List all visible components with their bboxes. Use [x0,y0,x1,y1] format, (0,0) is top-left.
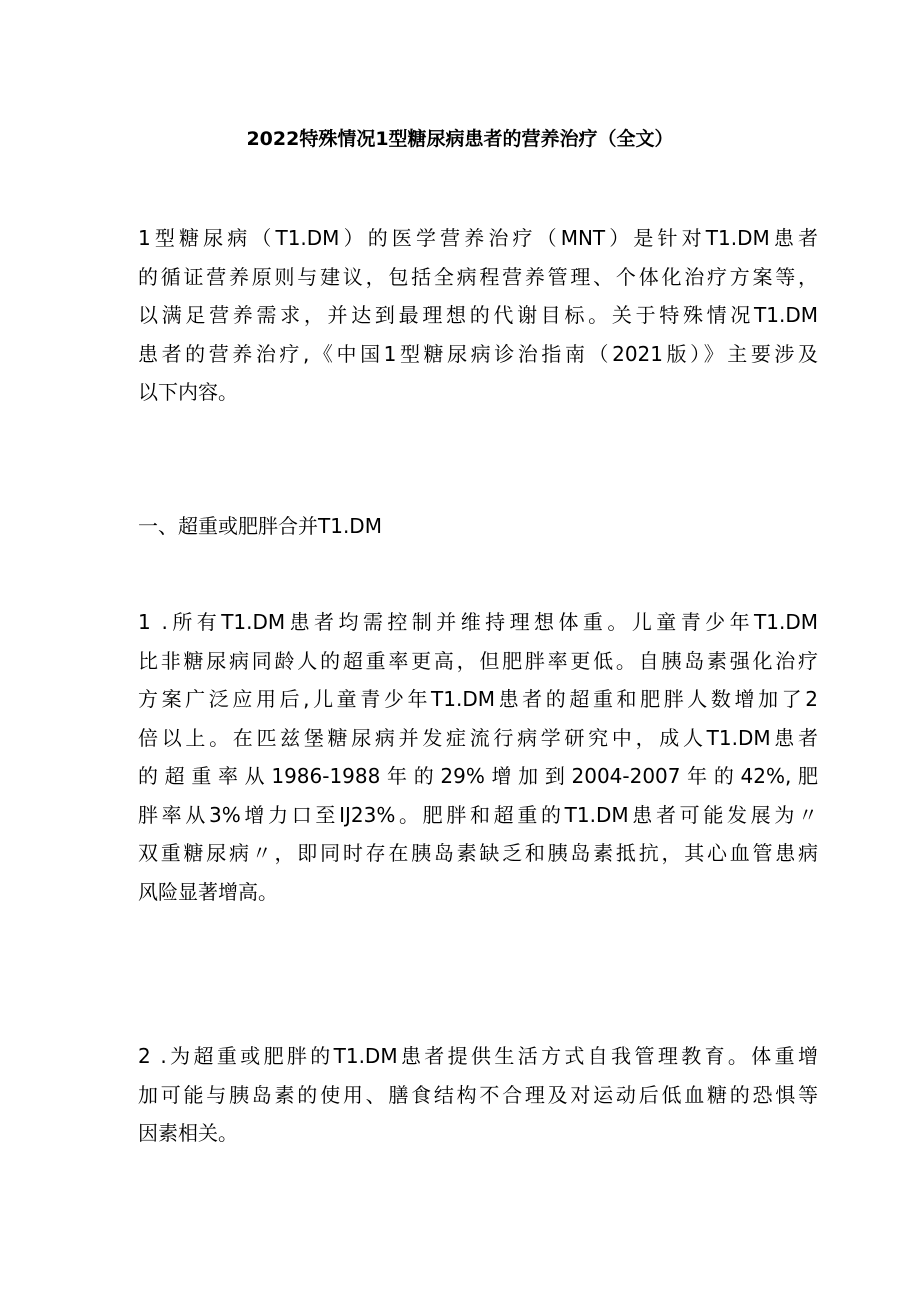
document-title: 2022特殊情况1型糖尿病患者的营养治疗（全文） [246,128,674,150]
item-1-paragraph [138,603,818,911]
paragraph-line: 2 .为超重或肥胖的T1.DM患者提供生活方式自我管理教育。体重增 [138,1044,818,1068]
paragraph-line: 1型糖尿病（T1.DM）的医学营养治疗（MNT）是针对T1.DM患者 [138,226,818,250]
intro-paragraph [138,219,818,412]
paragraph-line: 因素相关。 [138,1121,238,1145]
paragraph-line: 方案广泛应用后,儿童青少年T1.DM患者的超重和肥胖人数增加了2 [138,687,818,711]
paragraph-line: 患者的营养治疗,《中国1型糖尿病诊治指南（2021版）》主要涉及 [138,341,818,366]
paragraph-line: 比非糖尿病同龄人的超重率更高，但肥胖率更低。自胰岛素强化治疗 [138,648,818,673]
paragraph-line: 以满足营养需求，并达到最理想的代谢目标。关于特殊情况T1.DM [138,303,818,327]
item-2-paragraph [138,1037,818,1153]
paragraph-line: 胖率从3%增力口至IJ23%。肥胖和超重的T1.DM患者可能发展为〃 [138,802,818,827]
paragraph-line: 的循证营养原则与建议，包括全病程营养管理、个体化治疗方案等， [138,264,818,289]
paragraph-line: 以下内容。 [138,380,238,404]
paragraph-line: 风险显著增高。 [138,879,278,904]
paragraph-line: 加可能与胰岛素的使用、膳食结构不合理及对运动后低血糖的恐惧等 [138,1082,818,1107]
paragraph-line: 1 .所有T1.DM患者均需控制并维持理想体重。儿童青少年T1.DM [138,610,818,634]
section-heading [138,507,818,546]
section-heading-text: 一、超重或肥胖合并T1.DM [138,514,382,538]
paragraph-line: 的超重率从1986-1988年的29%增加到2004-2007年的42%,肥 [138,764,818,788]
paragraph-line: 倍以上。在匹兹堡糖尿病并发症流行病学研究中，成人T1.DM患者 [138,725,818,750]
paragraph-line: 双重糖尿病〃，即同时存在胰岛素缺乏和胰岛素抵抗，其心血管患病 [138,841,818,865]
